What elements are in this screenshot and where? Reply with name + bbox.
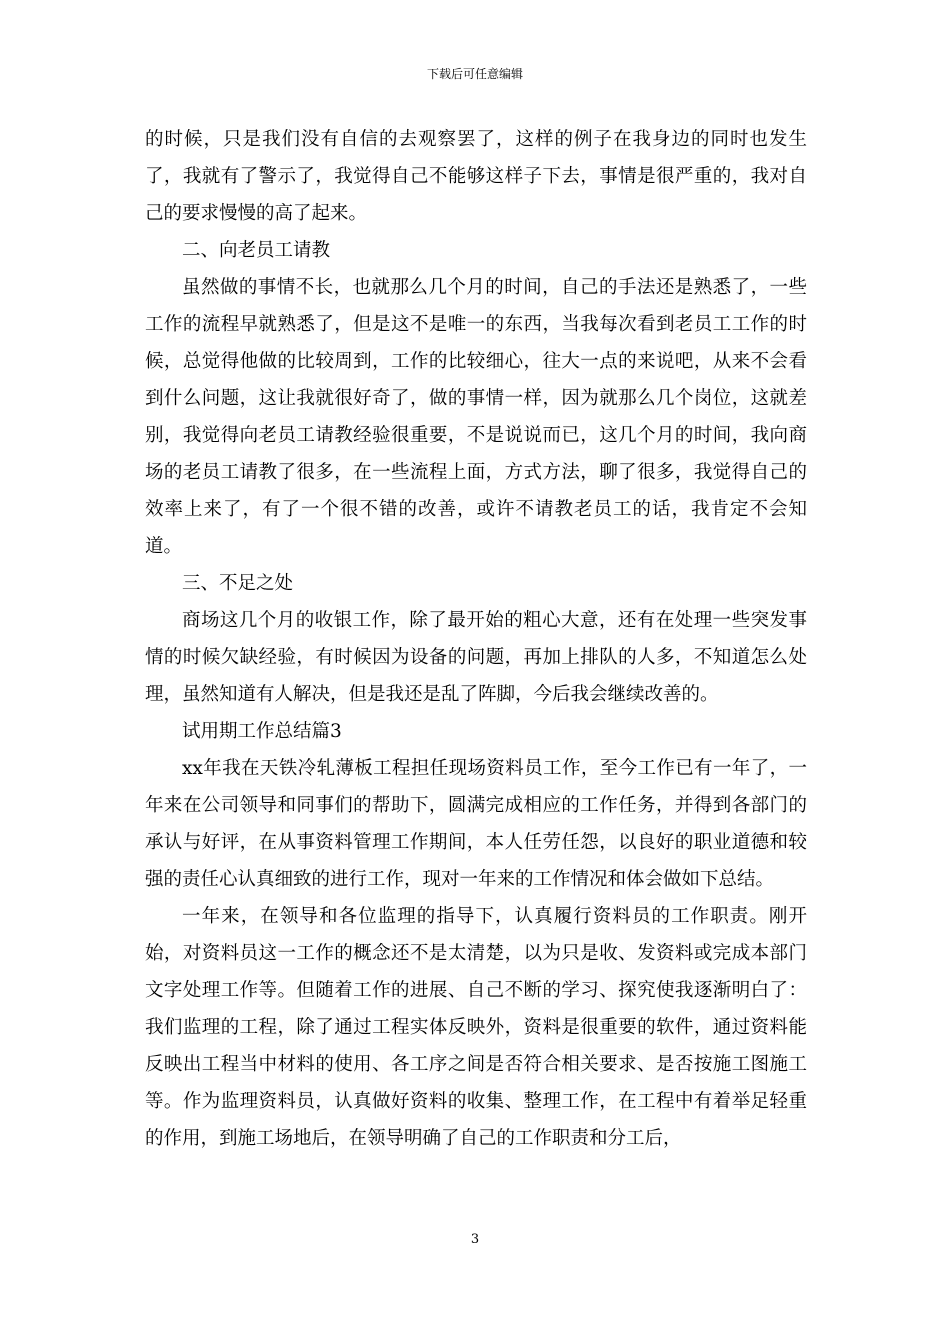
paragraph-intro: xx年我在天铁冷轧薄板工程担任现场资料员工作，至今工作已有一年了，一年来在公司领导和同事们的帮助下，圆满完成相应的工作任务，并得到各部门的承认与好评，在从事资料管理工作期间，本人任劳任怨，以良好的职业道德和较强的责任心认真细致的进行工作，现对一年来的工作情况和体会做如下总结。 — [145, 758, 807, 890]
page-header: 下载后可任意编辑 — [426, 67, 523, 81]
section-heading-2: 二、向老员工请教 — [182, 240, 331, 261]
article-title: 试用期工作总结篇3 — [182, 721, 342, 742]
page-number: 3 — [470, 1232, 480, 1247]
paragraph-continuation: 的时候，只是我们没有自信的去观察罢了，这样的例子在我身边的同时也发生了，我就有了警示了，我觉得自己不能够这样子下去，事情是很严重的，我对自己的要求慢慢的高了起来。 — [145, 129, 807, 224]
paragraph-ask-senior-staff: 虽然做的事情不长，也就那么几个月的时间，自己的手法还是熟悉了，一些工作的流程早就熟悉了，但是这不是唯一的东西，当我每次看到老员工工作的时候，总觉得他做的比较周到，工作的比较细心，往大一点的来说吧，从来不会看到什么问题，这让我就很好奇了，做的事情一样，因为就那么几个岗位，这就差别，我觉得向老员工请教经验很重要，不是说说而已，这几个月的时间，我向商场的老员工请教了很多，在一些流程上面，方式方法，聊了很多，我觉得自己的效率上来了，有了一个很不错的改善，或许不请教老员工的话，我肯定不会知道。 — [145, 277, 807, 557]
section-heading-3: 三、不足之处 — [182, 573, 294, 594]
paragraph-shortcomings: 商场这几个月的收银工作，除了最开始的粗心大意，还有在处理一些突发事情的时候欠缺经验，有时候因为设备的问题，再加上排队的人多，不知道怎么处理，虽然知道有人解决，但是我还是乱了阵脚，今后我会继续改善的。 — [145, 610, 807, 705]
document-body — [145, 121, 807, 1157]
paragraph-duties: 一年来，在领导和各位监理的指导下，认真履行资料员的工作职责。刚开始，对资料员这一工作的概念还不是太清楚，以为只是收、发资料或完成本部门文字处理工作等。但随着工作的进展、自己不断的学习、探究使我逐渐明白了：我们监理的工程，除了通过工程实体反映外，资料是很重要的软件，通过资料能反映出工程当中材料的使用、各工序之间是否符合相关要求、是否按施工图施工等。作为监理资料员，认真做好资料的收集、整理工作，在工程中有着举足轻重的作用，到施工场地后，在领导明确了自己的工作职责和分工后， — [145, 906, 807, 1149]
